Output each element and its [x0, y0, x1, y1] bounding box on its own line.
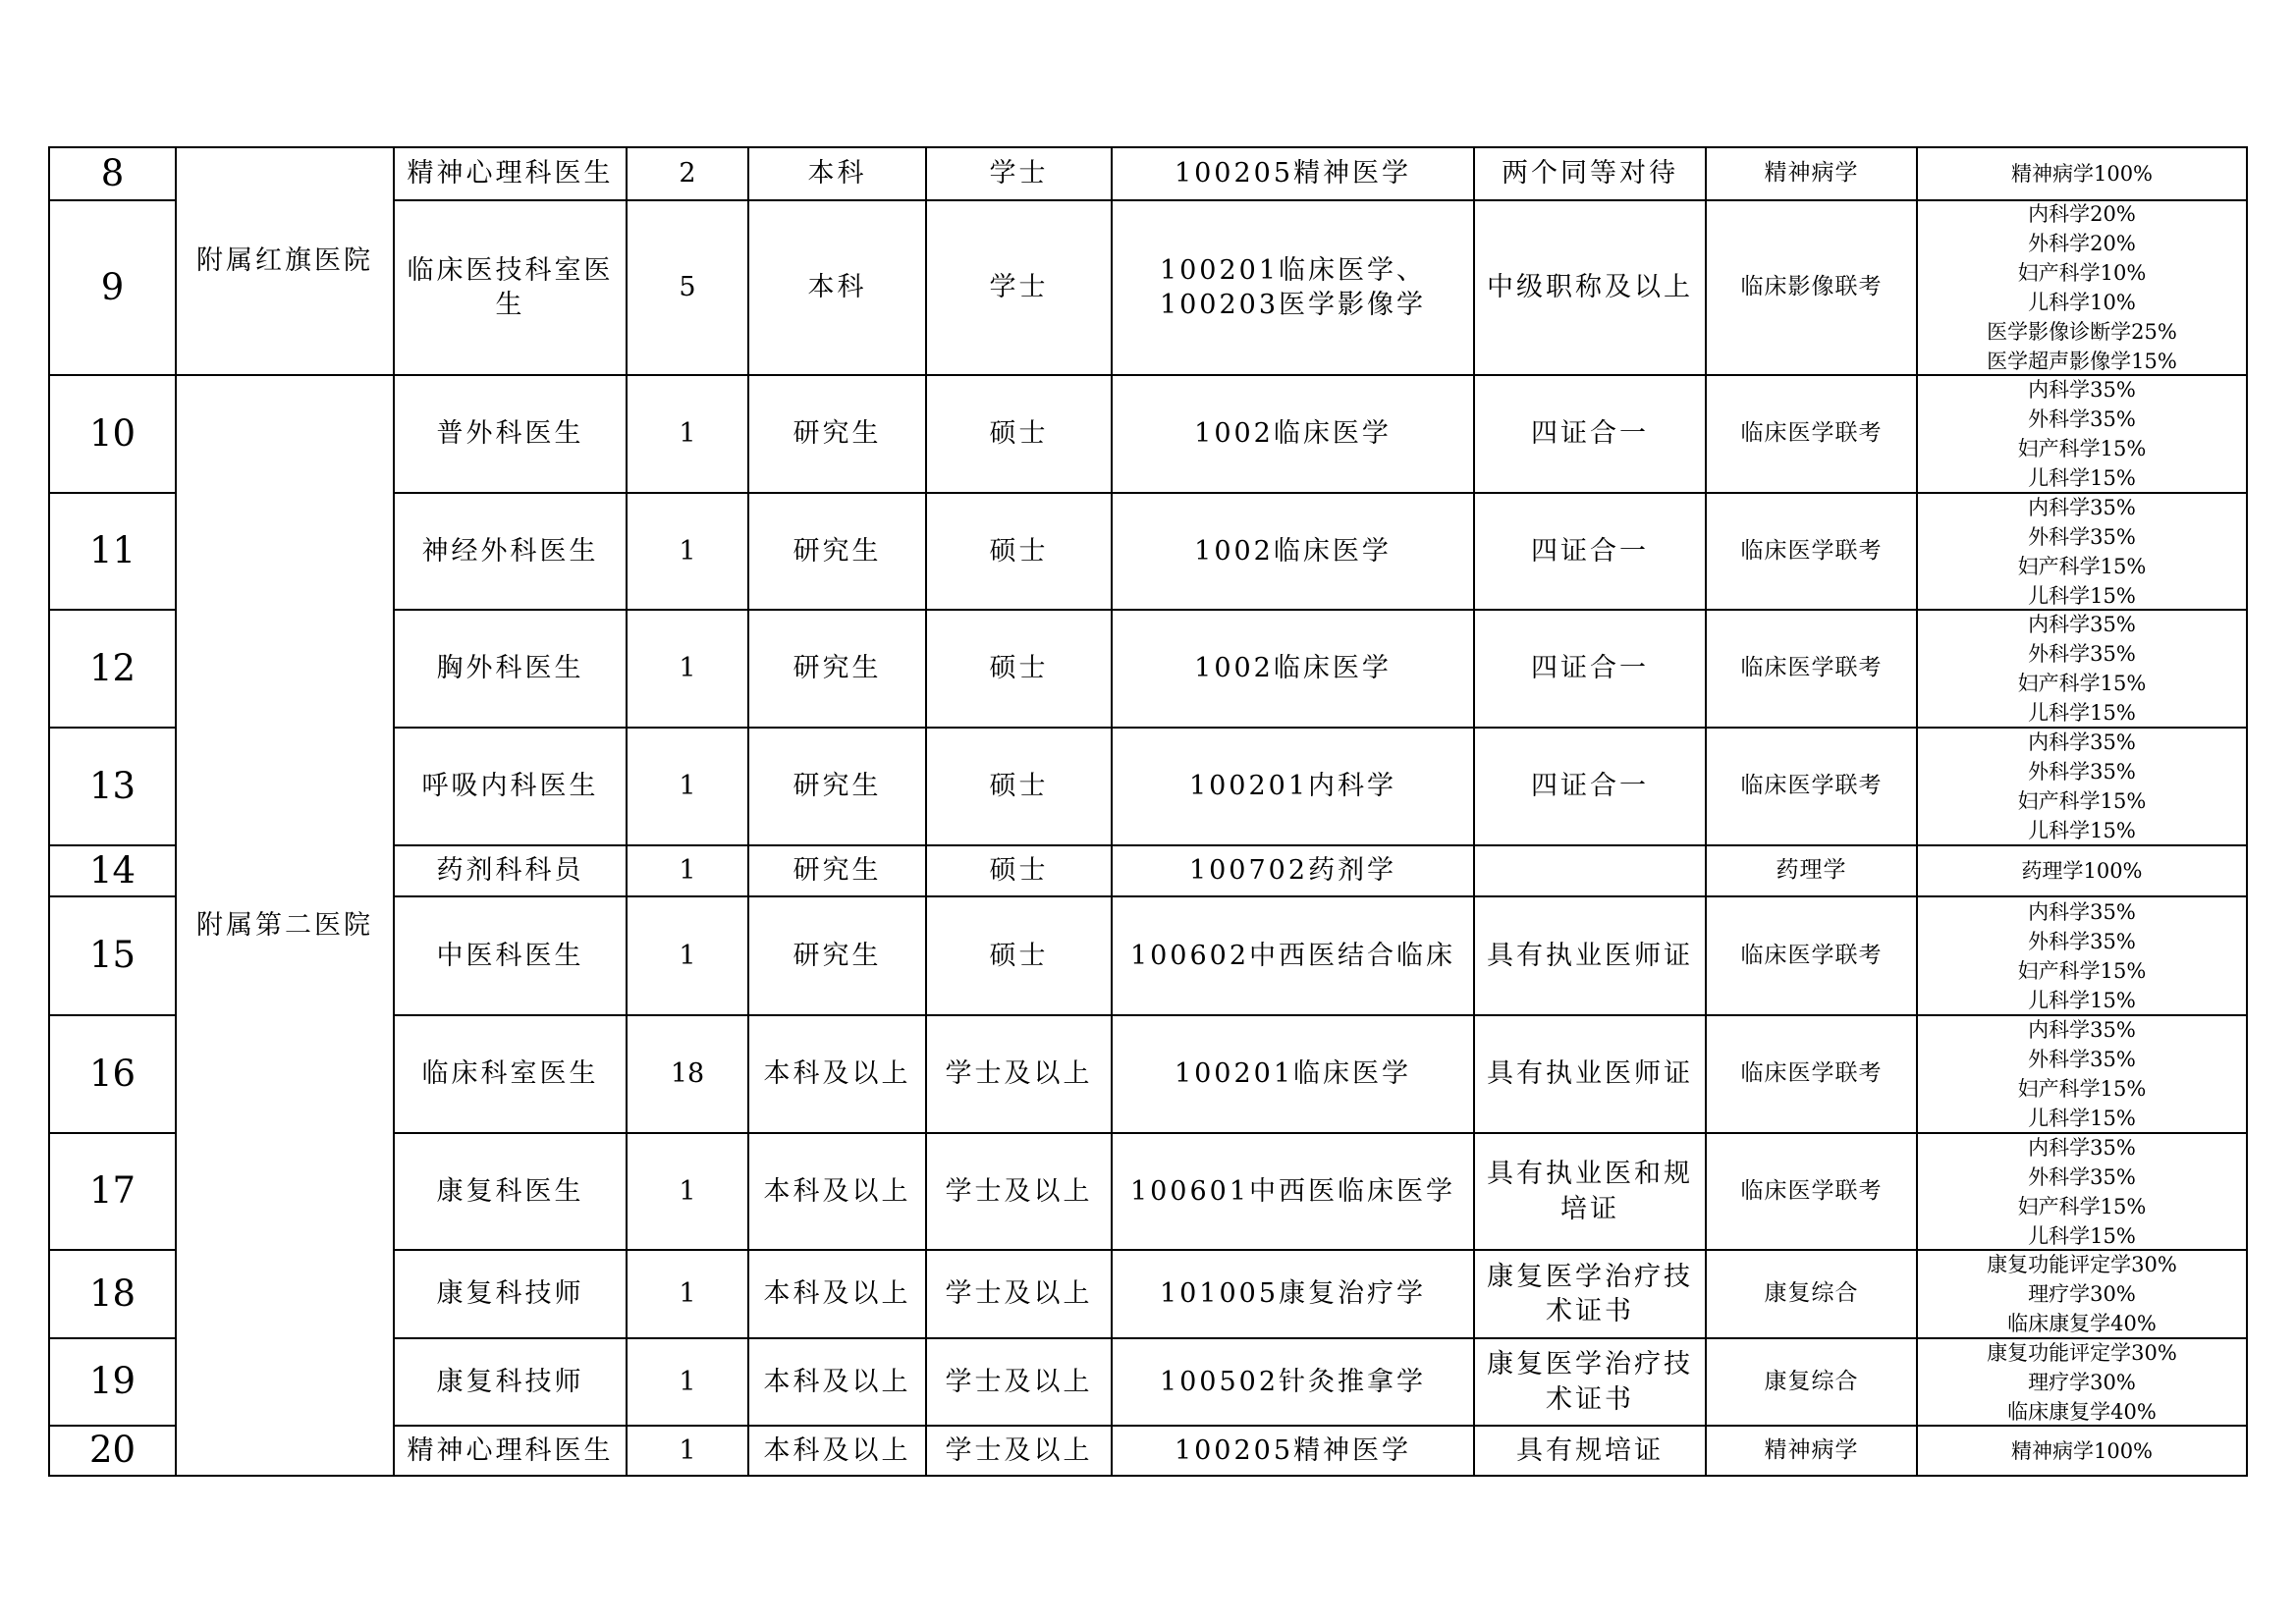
degree: 学士及以上	[945, 1366, 1093, 1397]
row-number: 19	[88, 1360, 137, 1403]
subject-weight: 妇产科学15%	[2017, 437, 2147, 460]
major: 100601中西医临床医学	[1129, 1175, 1456, 1207]
exam-type: 临床医学联考	[1740, 1177, 1883, 1204]
exam-type: 临床医学联考	[1740, 420, 1883, 447]
subject-weight: 内科学35%	[2028, 730, 2136, 754]
subject-weight: 儿科学15%	[2028, 1107, 2136, 1130]
exam-type: 精神病学	[1764, 160, 1859, 187]
degree: 硕士	[989, 418, 1049, 450]
exam-type: 临床医学联考	[1740, 1060, 1883, 1087]
degree: 学士及以上	[945, 1278, 1093, 1310]
education-level: 本科及以上	[763, 1058, 911, 1090]
education-level: 研究生	[793, 855, 882, 887]
row-number: 12	[88, 646, 137, 689]
position-name: 精神心理科医生	[407, 158, 614, 189]
subject-weight: 外科学35%	[2028, 524, 2136, 549]
headcount: 1	[679, 1434, 696, 1466]
exam-subjects	[1917, 610, 2247, 728]
major: 100201内科学	[1188, 771, 1397, 802]
major: 100205精神医学	[1174, 158, 1412, 189]
subject-weight: 内科学35%	[2028, 495, 2136, 519]
row-number: 14	[88, 848, 137, 892]
headcount: 1	[679, 1278, 696, 1310]
degree: 学士	[989, 158, 1049, 189]
major: 100702药剂学	[1188, 855, 1397, 887]
subject-weight: 儿科学15%	[2028, 701, 2136, 725]
unit-name: 附属第二医院	[196, 909, 373, 941]
requirement: 康复医学治疗技术证书	[1487, 1349, 1693, 1415]
major: 100205精神医学	[1174, 1434, 1412, 1466]
exam-type: 临床医学联考	[1740, 942, 1883, 968]
row-number: 18	[88, 1271, 137, 1315]
exam-subjects	[1917, 1426, 2247, 1476]
exam-type: 临床影像联考	[1740, 274, 1883, 300]
subject-weight: 康复功能评定学30%	[1987, 1340, 2177, 1365]
exam-subjects	[1917, 493, 2247, 610]
headcount: 1	[679, 940, 696, 971]
subject-weight: 医学影像诊断学25%	[1987, 320, 2177, 344]
subject-weight: 理疗学30%	[2028, 1282, 2136, 1306]
education-level: 本科及以上	[763, 1278, 911, 1310]
major: 1002临床医学	[1194, 418, 1392, 450]
row-number: 11	[88, 529, 137, 572]
row-number: 17	[88, 1169, 137, 1213]
position-name: 康复科医生	[436, 1175, 584, 1207]
requirement: 具有执业医师证	[1487, 940, 1693, 971]
subject-weight: 内科学35%	[2028, 1135, 2136, 1160]
subject-weight: 外科学35%	[2028, 929, 2136, 953]
education-level: 研究生	[793, 940, 882, 971]
subject-weight: 内科学35%	[2028, 378, 2136, 402]
headcount: 1	[679, 771, 696, 802]
subject-weight: 儿科学15%	[2028, 1223, 2136, 1248]
headcount: 1	[679, 1366, 696, 1397]
major: 1002临床医学	[1194, 535, 1392, 567]
position-name: 临床科室医生	[421, 1058, 599, 1090]
row-number: 20	[88, 1429, 137, 1472]
row-number: 8	[100, 151, 125, 194]
unit-name: 附属红旗医院	[196, 245, 373, 277]
exam-type: 临床医学联考	[1740, 773, 1883, 799]
subject-weight: 儿科学15%	[2028, 988, 2136, 1012]
degree: 硕士	[989, 940, 1049, 971]
headcount: 1	[679, 1175, 696, 1207]
degree: 硕士	[989, 653, 1049, 684]
position-name: 康复科技师	[436, 1278, 584, 1310]
subject-weight: 内科学35%	[2028, 613, 2136, 636]
exam-subjects	[1917, 1133, 2247, 1250]
exam-type: 药理学	[1776, 857, 1847, 884]
degree: 硕士	[989, 535, 1049, 567]
subject-weight: 医学超声影像学15%	[1987, 350, 2177, 373]
requirement: 具有执业医师证	[1487, 1058, 1693, 1090]
degree: 硕士	[989, 771, 1049, 802]
exam-subjects	[1917, 728, 2247, 845]
headcount: 1	[679, 653, 696, 684]
recruitment-table	[49, 147, 2257, 1476]
exam-subjects	[1917, 200, 2247, 375]
subject-weight: 外科学35%	[2028, 1164, 2136, 1189]
subject-weight: 儿科学15%	[2028, 583, 2136, 608]
requirement	[1474, 845, 1706, 896]
position-name: 呼吸内科医生	[421, 771, 599, 802]
degree: 硕士	[989, 855, 1049, 887]
requirement: 四证合一	[1531, 771, 1649, 802]
education-level: 本科	[807, 272, 867, 303]
subject-weight: 外科学35%	[2028, 407, 2136, 431]
education-level: 研究生	[793, 418, 882, 450]
position-name: 神经外科医生	[421, 535, 599, 567]
exam-subjects	[1917, 1338, 2247, 1426]
major: 100502针灸推拿学	[1159, 1366, 1427, 1397]
subject-weight: 精神病学100%	[2010, 162, 2154, 186]
subject-weight: 儿科学10%	[2028, 291, 2136, 314]
subject-weight: 内科学20%	[2028, 202, 2136, 226]
subject-weight: 妇产科学15%	[2017, 958, 2147, 983]
subject-weight: 外科学20%	[2028, 232, 2136, 255]
subject-weight: 内科学35%	[2028, 899, 2136, 924]
subject-weight: 外科学35%	[2028, 760, 2136, 784]
position-name: 中医科医生	[436, 940, 584, 971]
subject-weight: 妇产科学15%	[2017, 789, 2147, 813]
exam-type: 临床医学联考	[1740, 655, 1883, 681]
requirement: 两个同等对待	[1502, 158, 1678, 189]
subject-weight: 妇产科学15%	[2017, 1077, 2147, 1101]
subject-weight: 药理学100%	[2021, 859, 2143, 883]
subject-weight: 内科学35%	[2028, 1018, 2136, 1042]
requirement: 四证合一	[1531, 418, 1649, 450]
requirement: 中级职称及以上	[1487, 272, 1693, 303]
row-number: 10	[88, 411, 137, 455]
major: 1002临床医学	[1194, 653, 1392, 684]
degree: 学士	[989, 272, 1049, 303]
row-number: 15	[88, 934, 137, 977]
subject-weight: 理疗学30%	[2028, 1370, 2136, 1394]
exam-subjects	[1917, 1015, 2247, 1133]
position-name: 精神心理科医生	[407, 1434, 614, 1466]
headcount: 5	[679, 272, 696, 303]
requirement: 四证合一	[1531, 535, 1649, 567]
education-level: 本科及以上	[763, 1434, 911, 1466]
headcount: 2	[679, 158, 696, 189]
position-name: 临床医技科室医生	[407, 254, 614, 320]
subject-weight: 妇产科学15%	[2017, 554, 2147, 578]
major: 100201临床医学	[1174, 1058, 1412, 1090]
row-number: 16	[88, 1052, 137, 1095]
row-number: 9	[100, 265, 125, 308]
subject-weight: 儿科学15%	[2028, 819, 2136, 842]
education-level: 研究生	[793, 653, 882, 684]
subject-weight: 外科学35%	[2028, 642, 2136, 666]
position-name: 药剂科科员	[436, 855, 584, 887]
degree: 学士及以上	[945, 1175, 1093, 1207]
exam-type: 精神病学	[1764, 1436, 1859, 1463]
position-name: 康复科技师	[436, 1366, 584, 1397]
education-level: 研究生	[793, 535, 882, 567]
education-level: 本科及以上	[763, 1366, 911, 1397]
headcount: 18	[670, 1058, 705, 1090]
degree: 学士及以上	[945, 1434, 1093, 1466]
subject-weight: 外科学35%	[2028, 1048, 2136, 1071]
requirement: 具有规培证	[1516, 1434, 1664, 1466]
subject-weight: 精神病学100%	[2010, 1438, 2154, 1463]
subject-weight: 妇产科学10%	[2017, 261, 2147, 285]
exam-subjects	[1917, 147, 2247, 200]
exam-type: 临床医学联考	[1740, 537, 1883, 564]
row-number: 13	[88, 764, 137, 807]
requirement: 四证合一	[1531, 653, 1649, 684]
requirement: 康复医学治疗技术证书	[1487, 1261, 1693, 1326]
degree: 学士及以上	[945, 1058, 1093, 1090]
subject-weight: 临床康复学40%	[2007, 1399, 2157, 1424]
requirement: 具有执业医和规培证	[1487, 1159, 1693, 1224]
major: 100201临床医学、100203医学影像学	[1159, 254, 1427, 320]
education-level: 本科及以上	[763, 1175, 911, 1207]
subject-weight: 儿科学15%	[2028, 466, 2136, 490]
major: 101005康复治疗学	[1159, 1278, 1427, 1310]
subject-weight: 康复功能评定学30%	[1987, 1253, 2177, 1276]
position-name: 胸外科医生	[436, 653, 584, 684]
subject-weight: 临床康复学40%	[2007, 1312, 2157, 1335]
headcount: 1	[679, 855, 696, 887]
subject-weight: 妇产科学15%	[2017, 1194, 2147, 1218]
exam-subjects	[1917, 845, 2247, 896]
exam-subjects	[1917, 896, 2247, 1015]
education-level: 本科	[807, 158, 867, 189]
education-level: 研究生	[793, 771, 882, 802]
exam-subjects	[1917, 375, 2247, 493]
exam-subjects	[1917, 1250, 2247, 1338]
exam-type: 康复综合	[1764, 1368, 1859, 1394]
major: 100602中西医结合临床	[1129, 940, 1456, 971]
subject-weight: 妇产科学15%	[2017, 672, 2147, 695]
headcount: 1	[679, 535, 696, 567]
headcount: 1	[679, 418, 696, 450]
position-name: 普外科医生	[436, 418, 584, 450]
exam-type: 康复综合	[1764, 1280, 1859, 1307]
